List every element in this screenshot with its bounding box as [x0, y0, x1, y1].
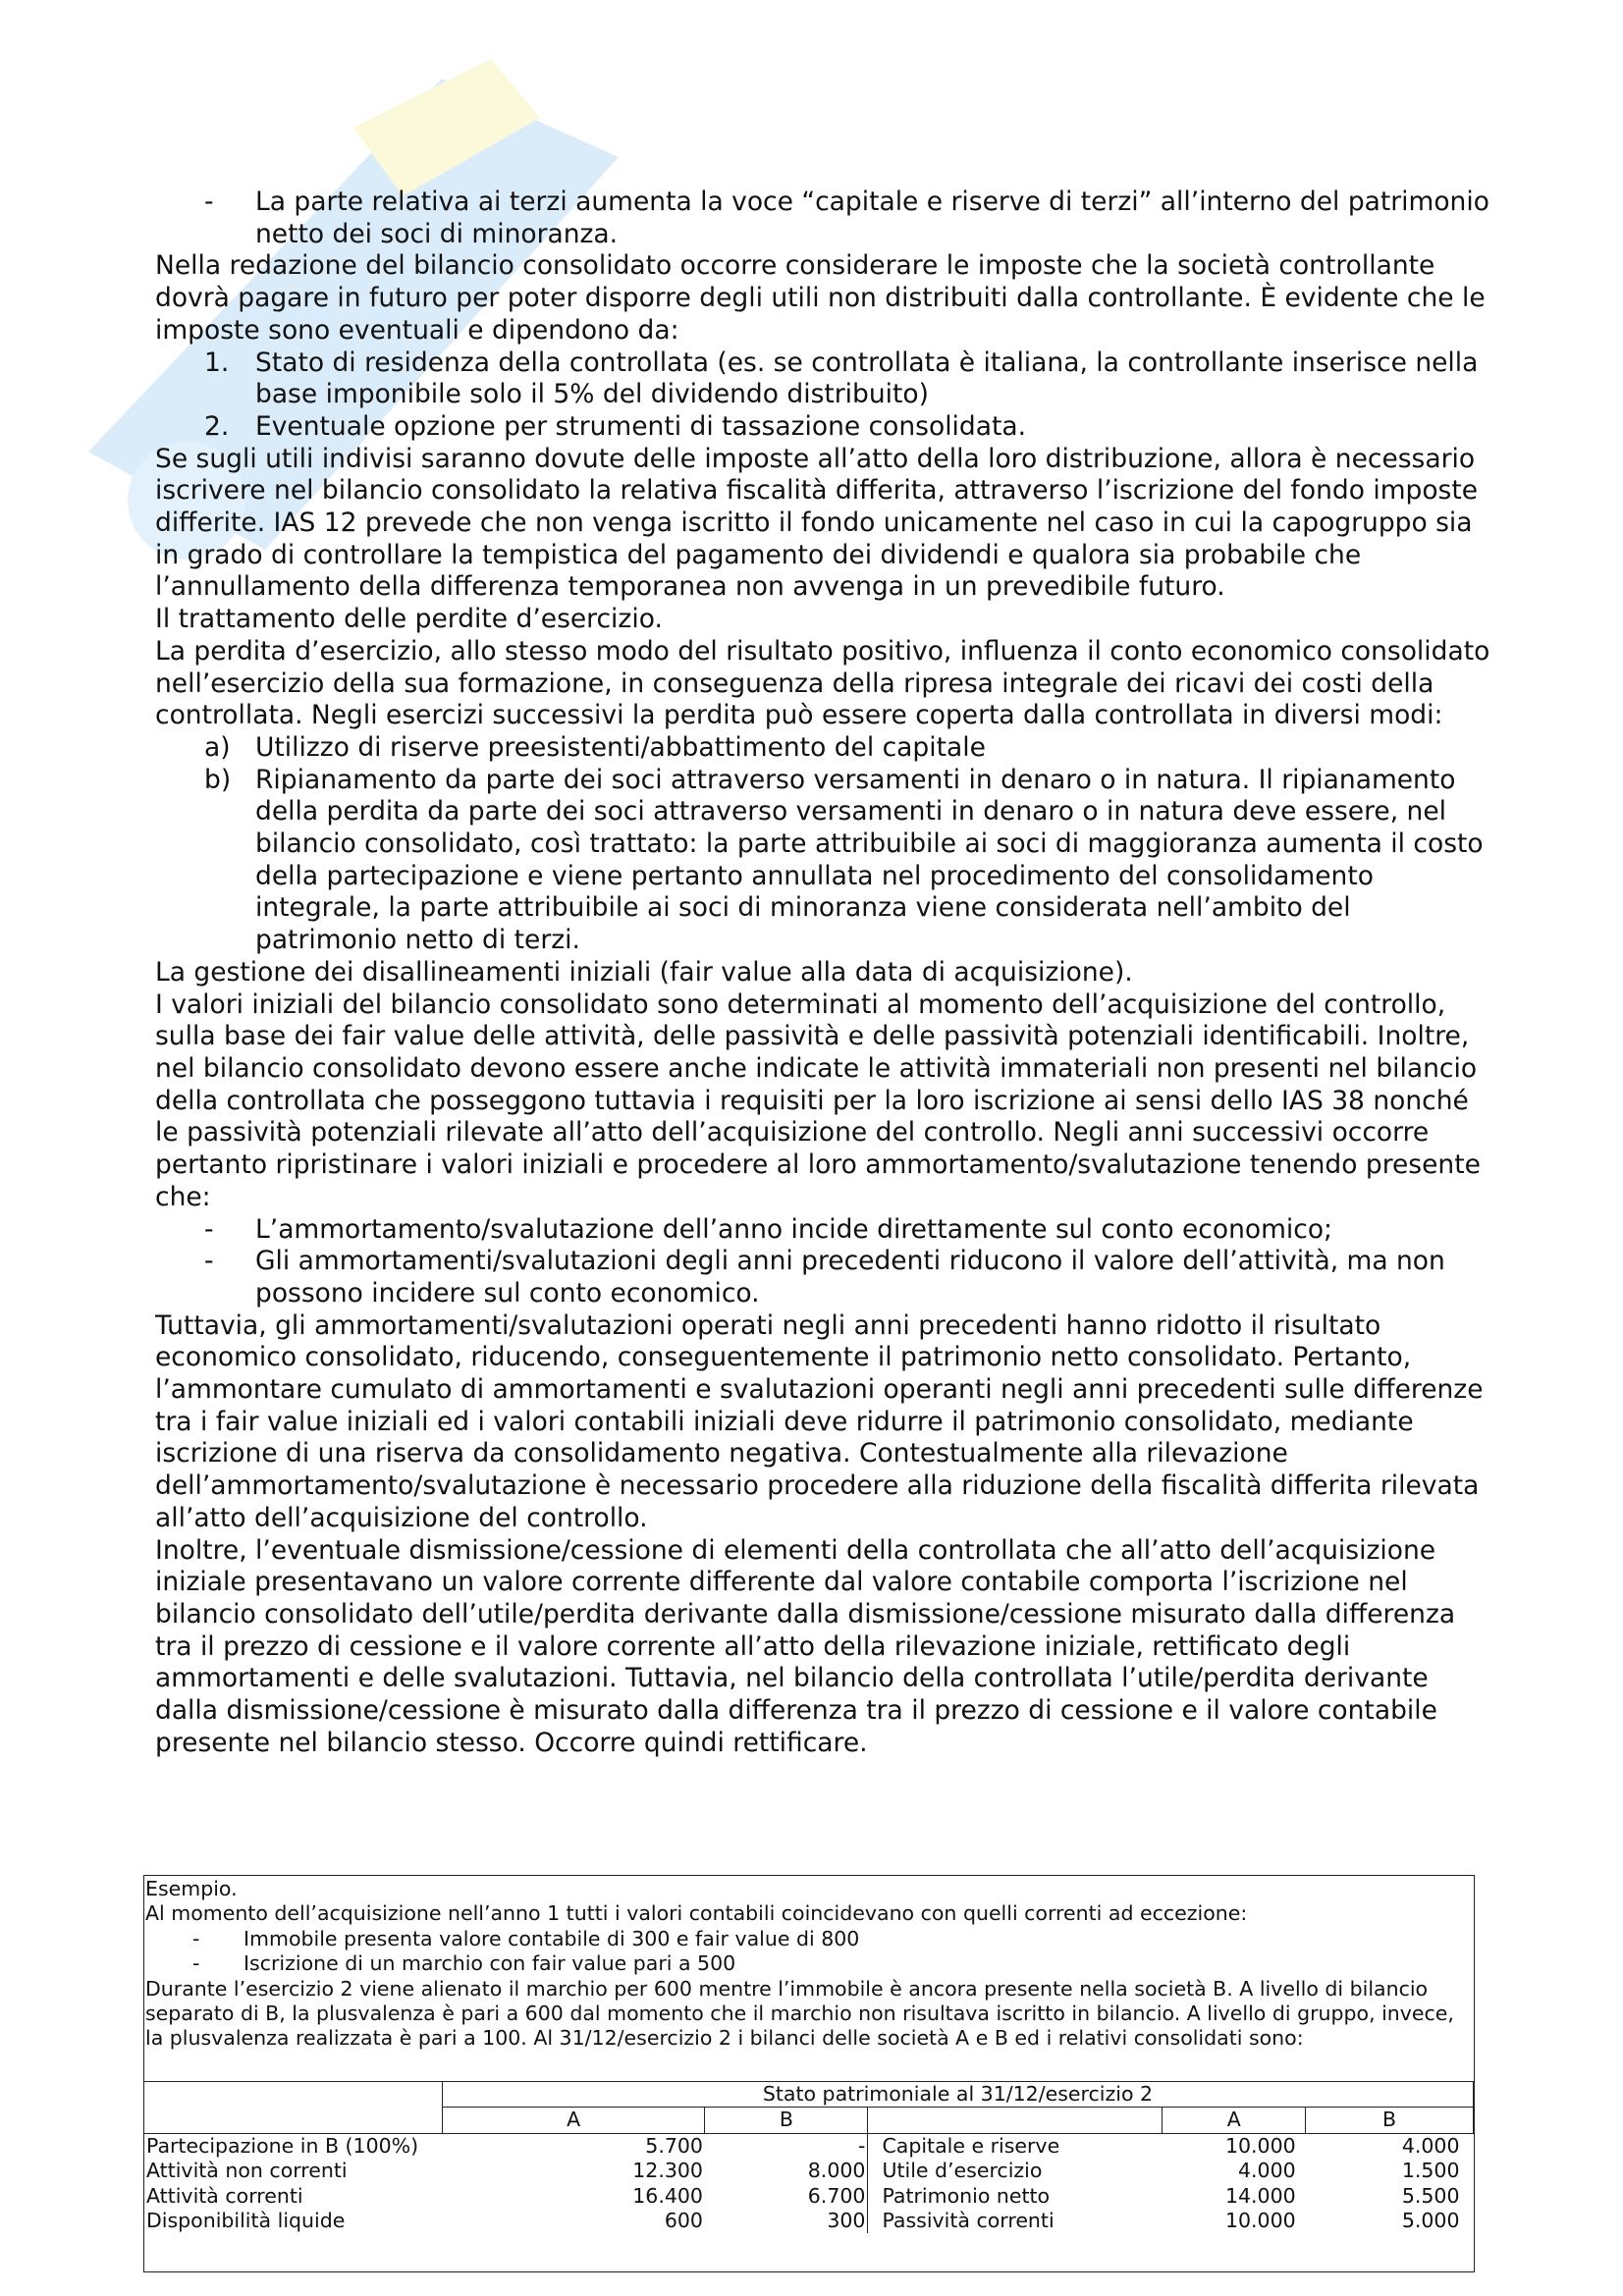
- table-row: [144, 2159, 1474, 2183]
- table-cell: 8.000: [705, 2159, 868, 2183]
- column-header: B: [705, 2108, 868, 2133]
- table-cell: 5.700: [645, 2133, 703, 2158]
- list-item: [155, 187, 1490, 250]
- table-cell: 10.000: [1224, 2133, 1296, 2158]
- table-cell: 4.000: [1401, 2133, 1460, 2158]
- table-cell: 1.500: [1401, 2159, 1460, 2183]
- table-cell: 300: [705, 2209, 868, 2233]
- table-row: [144, 2184, 1474, 2209]
- list-item-text: L’ammortamento/svalutazione dell’anno incide direttamente sul conto economico;: [255, 1213, 1332, 1245]
- document-body: [155, 187, 1490, 1759]
- table-cell: 5.000: [1401, 2209, 1460, 2233]
- list-item: [155, 1246, 1490, 1309]
- list-item-text: Eventuale opzione per strumenti di tassazione consolidata.: [255, 410, 1027, 442]
- table-cell: Passività correnti: [882, 2209, 1055, 2233]
- table-cell: Patrimonio netto: [882, 2183, 1051, 2208]
- paragraph: Durante l’esercizio 2 viene alienato il marchio per 600 mentre l’immobile è ancora presente nella società B. A livello di bilancio separato di B, la plusvalenza è pari a 600 dal momento che il marchio non risultava iscritto in bilancio. A livello di gruppo, invece, la plusvalenza realizzata è pari a 100. Al 31/12/esercizio 2 i bilanci delle società A e B ed i relativi consolidati sono:: [145, 1976, 1454, 2051]
- table-cell: Attività non correnti: [146, 2159, 348, 2183]
- table-row: [144, 2209, 1474, 2233]
- list-marker: -: [192, 1926, 200, 1950]
- table-cell: Utile d’esercizio: [882, 2159, 1043, 2183]
- list-item: [145, 1927, 1471, 1951]
- table-title: Stato patrimoniale al 31/12/esercizio 2: [442, 2082, 1473, 2108]
- list-marker: b): [204, 764, 232, 795]
- table-title-row: [144, 2082, 1474, 2108]
- column-header: A: [442, 2108, 705, 2133]
- table-row: [144, 2133, 1474, 2159]
- table-cell: 5.500: [1401, 2183, 1460, 2208]
- list-marker: -: [204, 1246, 214, 1277]
- table-cell: Partecipazione in B (100%): [146, 2133, 419, 2158]
- list-item-text: Ripianamento da parte dei soci attraverso versamenti in denaro o in natura. Il ripianamento della perdita da parte dei soci attraverso versamenti in denaro o in natura deve essere, nel bilancio consolidato, così trattato: la parte attribuibile ai soci di maggioranza aumenta il costo della partecipazione e viene pertanto annullata nel procedimento del consolidamento integrale, la parte attribuibile ai soci di minoranza viene considerata nell’ambito del patrimonio netto di terzi.: [255, 764, 1484, 956]
- list-item: [155, 732, 1490, 765]
- column-header: B: [1306, 2108, 1474, 2133]
- list-item: [155, 411, 1490, 444]
- list-marker: -: [204, 1213, 214, 1245]
- table-cell: Attività correnti: [146, 2183, 303, 2208]
- paragraph: Inoltre, l’eventuale dismissione/cessione di elementi della controllata che all’atto dell’acquisizione iniziale presentavano un valore corrente differente dal valore contabile comporta l’iscrizione nel bilancio consolidato dell’utile/perdita derivante dalla dismissione/cessione misurato dalla differenza tra il prezzo di cessione e il valore corrente all’atto della rilevazione iniziale, rettificato degli ammortamenti e delle svalutazioni. Tuttavia, nel bilancio della controllata l’utile/perdita derivante dalla dismissione/cessione è misurato dalla differenza tra il prezzo di cessione e il valore contabile presente nel bilancio stesso. Occorre quindi rettificare.: [155, 1534, 1456, 1758]
- table-cell: 12.300: [632, 2159, 703, 2183]
- table-cell: Capitale e riserve: [882, 2133, 1060, 2158]
- table-cell: Disponibilità liquide: [146, 2209, 346, 2233]
- table-cell: 4.000: [1238, 2159, 1296, 2183]
- table-cell: 600: [664, 2209, 703, 2233]
- paragraph: Nella redazione del bilancio consolidato occorre considerare le imposte che la società controllante dovrà pagare in futuro per poter disporre degli utili non distribuiti dalla controllante. È evidente che le imposte sono eventuali e dipendono da:: [155, 250, 1486, 346]
- list-item-text: Immobile presenta valore contabile di 300 e fair value di 800: [243, 1926, 860, 1950]
- section-heading: La gestione dei disallineamenti iniziali (fair value alla data di acquisizione).: [155, 956, 1133, 988]
- paragraph: La perdita d’esercizio, allo stesso modo del risultato positivo, influenza il conto economico consolidato nell’esercizio della sua formazione, in conseguenza della ripresa integrale dei ricavi dei costi della controllata. Negli esercizi successivi la perdita può essere coperta dalla controllata in diversi modi:: [155, 635, 1490, 731]
- list-marker: 1.: [204, 347, 230, 378]
- table-cell: 14.000: [1224, 2183, 1296, 2208]
- example-title: Esempio.: [145, 1877, 238, 1900]
- table-header-row: [144, 2108, 1474, 2133]
- list-marker: -: [204, 187, 214, 217]
- list-item-text: Stato di residenza della controllata (es. se controllata è italiana, la controllante inserisce nella base imponibile solo il 5% del dividendo distribuito): [255, 347, 1479, 410]
- list-marker: a): [204, 731, 231, 763]
- list-item: [155, 1214, 1490, 1247]
- list-item-text: Iscrizione di un marchio con fair value pari a 500: [243, 1951, 736, 1976]
- column-header: A: [1163, 2108, 1306, 2133]
- list-item-text: Utilizzo di riserve preesistenti/abbattimento del capitale: [255, 731, 986, 763]
- list-item: [155, 347, 1490, 411]
- section-heading: Il trattamento delle perdite d’esercizio.: [155, 604, 663, 635]
- table-cell: 10.000: [1224, 2209, 1296, 2233]
- list-item: [155, 765, 1490, 957]
- list-item-text: Gli ammortamenti/svalutazioni degli anni precedenti riducono il valore dell’attività, ma non possono incidere sul conto economico.: [255, 1246, 1445, 1308]
- paragraph: Al momento dell’acquisizione nell’anno 1 tutti i valori contabili coincidevano con quelli correnti ad eccezione:: [145, 1901, 1248, 1926]
- table-cell: 16.400: [632, 2183, 703, 2208]
- list-marker: 2.: [204, 410, 230, 442]
- paragraph: Tuttavia, gli ammortamenti/svalutazioni operati negli anni precedenti hanno ridotto il risultato economico consolidato, riducendo, conseguentemente il patrimonio netto consolidato. Pertanto, l’ammontare cumulato di ammortamenti e svalutazioni operanti negli anni precedenti sulle differenze tra i fair value iniziali ed i valori contabili iniziali deve ridurre il patrimonio consolidato, mediante iscrizione di una riserva da consolidamento negativa. Contestualmente alla rilevazione dell’ammortamento/svalutazione è necessario procedere alla riduzione della fiscalità differita rilevata all’atto dell’acquisizione del controllo.: [155, 1309, 1484, 1533]
- balance-sheet-table: [144, 2081, 1474, 2233]
- example-box: [143, 1875, 1475, 2272]
- paragraph: I valori iniziali del bilancio consolidato sono determinati al momento dell’acquisizione del controllo, sulla base dei fair value delle attività, delle passività e delle passività potenziali identificabili. Inoltre, nel bilancio consolidato devono essere anche indicate le attività immateriali non presenti nel bilancio della controllata che posseggono tuttavia i requisiti per la loro iscrizione ai sensi dello IAS 38 nonché le passività potenziali rilevate all’atto dell’acquisizione del controllo. Negli anni successivi occorre pertanto ripristinare i valori iniziali e procedere al loro ammortamento/svalutazione tenendo presente che:: [155, 988, 1481, 1212]
- list-marker: -: [192, 1951, 200, 1976]
- list-item: [145, 1951, 1471, 1976]
- table-cell: -: [705, 2133, 868, 2159]
- paragraph: La parte relativa ai terzi aumenta la voce “capitale e riserve di terzi” all’interno del patrimonio netto dei soci di minoranza.: [255, 187, 1489, 249]
- paragraph: Se sugli utili indivisi saranno dovute delle imposte all’atto della loro distribuzione, allora è necessario iscrivere nel bilancio consolidato la relativa fiscalità differita, attraverso l’iscrizione del fondo imposte differite. IAS 12 prevede che non venga iscritto il fondo unicamente nel caso in cui la capogruppo sia in grado di controllare la tempistica del pagamento dei dividendi e qualora sia probabile che l’annullamento della differenza temporanea non avvenga in un prevedibile futuro.: [155, 443, 1479, 603]
- table-cell: 6.700: [705, 2184, 868, 2209]
